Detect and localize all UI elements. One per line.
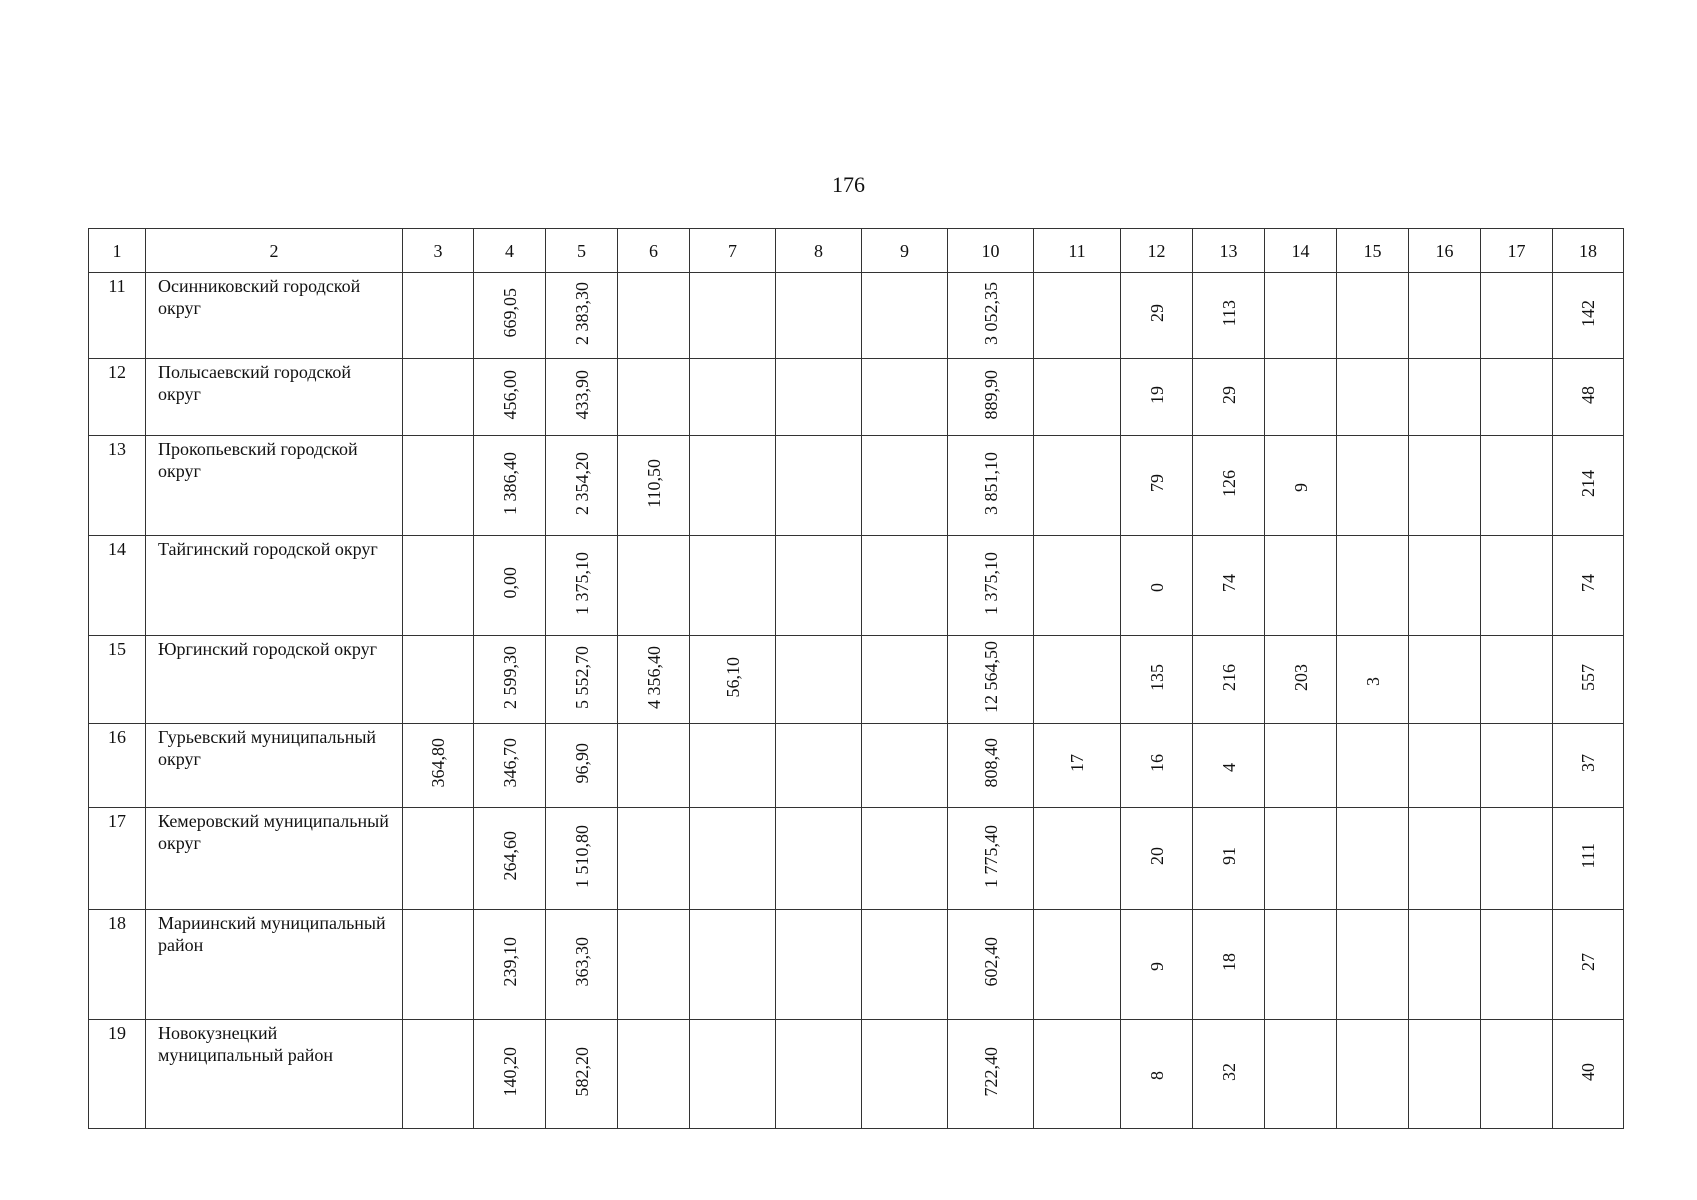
value-cell-col-10 — [948, 724, 1034, 808]
value-cell-col-7 — [690, 910, 776, 1020]
cell-value: 364,80 — [428, 738, 448, 788]
cell-value: 1 775,40 — [980, 824, 1001, 888]
value-cell-col-13 — [1193, 359, 1265, 436]
cell-value: 203 — [1290, 663, 1311, 691]
value-cell-col-18 — [1553, 1020, 1624, 1129]
value-cell-col-9 — [862, 436, 948, 536]
value-cell-col-5 — [546, 724, 618, 808]
value-cell-col-17 — [1481, 636, 1553, 724]
value-cell-col-15 — [1337, 273, 1409, 359]
cell-value: 4 — [1218, 762, 1239, 772]
value-cell-col-6 — [618, 910, 690, 1020]
row-number-cell: 14 — [89, 536, 146, 636]
cell-value: 808,40 — [980, 738, 1001, 788]
value-cell-col-7 — [690, 636, 776, 724]
row-number-cell: 19 — [89, 1020, 146, 1129]
cell-value: 56,10 — [722, 656, 743, 698]
value-cell-col-10 — [948, 359, 1034, 436]
value-cell-col-9 — [862, 910, 948, 1020]
cell-value: 1 375,10 — [980, 551, 1001, 615]
value-cell-col-14 — [1265, 724, 1337, 808]
cell-value: 216 — [1218, 663, 1239, 691]
cell-value: 0,00 — [499, 567, 520, 599]
value-cell-col-18 — [1553, 808, 1624, 910]
value-cell-col-8 — [776, 724, 862, 808]
value-cell-col-16 — [1409, 636, 1481, 724]
value-cell-col-17 — [1481, 536, 1553, 636]
value-cell-col-6 — [618, 636, 690, 724]
value-cell-col-9 — [862, 536, 948, 636]
value-cell-col-8 — [776, 910, 862, 1020]
cell-value: 3 — [1362, 676, 1383, 686]
cell-value: 9 — [1290, 482, 1311, 492]
value-cell-col-16 — [1409, 436, 1481, 536]
value-cell-col-7 — [690, 808, 776, 910]
value-cell-col-7 — [690, 273, 776, 359]
value-cell-col-6 — [618, 1020, 690, 1129]
value-cell-col-14 — [1265, 273, 1337, 359]
municipality-name-cell: Юргинский городской округ — [146, 636, 403, 724]
cell-value: 113 — [1218, 299, 1239, 327]
column-header-7: 7 — [690, 229, 776, 273]
value-cell-col-16 — [1409, 1020, 1481, 1129]
value-cell-col-7 — [690, 536, 776, 636]
cell-value: 3 851,10 — [980, 451, 1001, 515]
cell-value: 2 354,20 — [571, 451, 592, 515]
cell-value: 140,20 — [499, 1046, 520, 1097]
value-cell-col-5 — [546, 536, 618, 636]
value-cell-col-6 — [618, 536, 690, 636]
cell-value: 433,90 — [571, 369, 592, 420]
cell-value: 12 564,50 — [980, 641, 1001, 713]
cell-value: 16 — [1146, 754, 1167, 772]
value-cell-col-10 — [948, 536, 1034, 636]
cell-value: 214 — [1578, 469, 1598, 497]
column-header-12: 12 — [1121, 229, 1193, 273]
value-cell-col-9 — [862, 636, 948, 724]
cell-value: 2 599,30 — [499, 645, 520, 709]
cell-value: 456,00 — [499, 369, 520, 420]
column-header-17: 17 — [1481, 229, 1553, 273]
value-cell-col-12 — [1121, 636, 1193, 724]
municipality-name-cell: Кемеровский муниципальный округ — [146, 808, 403, 910]
cell-value: 91 — [1218, 847, 1239, 865]
value-cell-col-17 — [1481, 359, 1553, 436]
column-header-16: 16 — [1409, 229, 1481, 273]
cell-value: 0 — [1146, 582, 1167, 592]
cell-value: 557 — [1578, 663, 1598, 691]
value-cell-col-4 — [474, 808, 546, 910]
cell-value: 3 052,35 — [980, 281, 1001, 345]
cell-value: 602,40 — [980, 937, 1001, 987]
value-cell-col-8 — [776, 636, 862, 724]
value-cell-col-11 — [1034, 536, 1121, 636]
value-cell-col-10 — [948, 1020, 1034, 1129]
row-number-cell: 11 — [89, 273, 146, 359]
cell-value: 8 — [1146, 1071, 1167, 1080]
value-cell-col-15 — [1337, 1020, 1409, 1129]
row-number-cell: 17 — [89, 808, 146, 910]
value-cell-col-4 — [474, 636, 546, 724]
value-cell-col-5 — [546, 1020, 618, 1129]
municipality-name-cell: Осинниковский городской округ — [146, 273, 403, 359]
value-cell-col-6 — [618, 808, 690, 910]
value-cell-col-5 — [546, 273, 618, 359]
column-header-8: 8 — [776, 229, 862, 273]
cell-value: 48 — [1578, 385, 1598, 404]
row-number-cell: 13 — [89, 436, 146, 536]
value-cell-col-15 — [1337, 724, 1409, 808]
value-cell-col-15 — [1337, 436, 1409, 536]
row-number-cell: 16 — [89, 724, 146, 808]
cell-value: 74 — [1218, 574, 1239, 592]
value-cell-col-11 — [1034, 273, 1121, 359]
column-header-10: 10 — [948, 229, 1034, 273]
table-row — [89, 359, 1624, 436]
value-cell-col-12 — [1121, 436, 1193, 536]
value-cell-col-16 — [1409, 273, 1481, 359]
table-row — [89, 436, 1624, 536]
cell-value: 239,10 — [499, 937, 520, 987]
value-cell-col-13 — [1193, 808, 1265, 910]
cell-value: 29 — [1146, 304, 1167, 322]
value-cell-col-14 — [1265, 636, 1337, 724]
value-cell-col-3 — [403, 724, 474, 808]
value-cell-col-8 — [776, 1020, 862, 1129]
value-cell-col-8 — [776, 273, 862, 359]
table-row — [89, 536, 1624, 636]
cell-value: 582,20 — [571, 1046, 592, 1097]
municipality-name-cell: Тайгинский городской округ — [146, 536, 403, 636]
value-cell-col-9 — [862, 273, 948, 359]
data-table — [88, 228, 1624, 1129]
cell-value: 1 510,80 — [571, 824, 592, 888]
value-cell-col-18 — [1553, 636, 1624, 724]
value-cell-col-11 — [1034, 910, 1121, 1020]
cell-value: 32 — [1218, 1062, 1239, 1081]
column-header-2: 2 — [146, 229, 403, 273]
value-cell-col-14 — [1265, 436, 1337, 536]
value-cell-col-14 — [1265, 808, 1337, 910]
cell-value: 20 — [1146, 847, 1167, 865]
column-header-3: 3 — [403, 229, 474, 273]
value-cell-col-13 — [1193, 910, 1265, 1020]
value-cell-col-13 — [1193, 436, 1265, 536]
value-cell-col-17 — [1481, 1020, 1553, 1129]
value-cell-col-16 — [1409, 359, 1481, 436]
value-cell-col-4 — [474, 273, 546, 359]
municipality-name-cell: Новокузнецкий муниципальный район — [146, 1020, 403, 1129]
value-cell-col-13 — [1193, 724, 1265, 808]
value-cell-col-3 — [403, 1020, 474, 1129]
cell-value: 142 — [1578, 299, 1598, 327]
table-row — [89, 808, 1624, 910]
cell-value: 37 — [1578, 754, 1598, 772]
value-cell-col-14 — [1265, 910, 1337, 1020]
value-cell-col-3 — [403, 910, 474, 1020]
value-cell-col-4 — [474, 436, 546, 536]
value-cell-col-18 — [1553, 436, 1624, 536]
value-cell-col-14 — [1265, 536, 1337, 636]
cell-value: 29 — [1218, 385, 1239, 404]
page-number: 176 — [832, 172, 865, 197]
value-cell-col-3 — [403, 436, 474, 536]
value-cell-col-5 — [546, 910, 618, 1020]
value-cell-col-6 — [618, 273, 690, 359]
value-cell-col-16 — [1409, 910, 1481, 1020]
value-cell-col-4 — [474, 536, 546, 636]
cell-value: 18 — [1218, 953, 1239, 971]
value-cell-col-15 — [1337, 359, 1409, 436]
value-cell-col-18 — [1553, 273, 1624, 359]
value-cell-col-7 — [690, 1020, 776, 1129]
value-cell-col-5 — [546, 436, 618, 536]
cell-value: 135 — [1146, 663, 1167, 691]
cell-value: 5 552,70 — [571, 645, 592, 709]
value-cell-col-10 — [948, 436, 1034, 536]
cell-value: 346,70 — [499, 738, 520, 788]
row-number-cell: 18 — [89, 910, 146, 1020]
value-cell-col-12 — [1121, 536, 1193, 636]
value-cell-col-17 — [1481, 910, 1553, 1020]
value-cell-col-17 — [1481, 436, 1553, 536]
value-cell-col-11 — [1034, 1020, 1121, 1129]
value-cell-col-16 — [1409, 536, 1481, 636]
value-cell-col-11 — [1034, 808, 1121, 910]
header-row — [89, 229, 1624, 273]
value-cell-col-15 — [1337, 636, 1409, 724]
value-cell-col-5 — [546, 359, 618, 436]
column-header-1: 1 — [89, 229, 146, 273]
value-cell-col-9 — [862, 808, 948, 910]
value-cell-col-13 — [1193, 273, 1265, 359]
value-cell-col-3 — [403, 536, 474, 636]
municipality-name-cell: Мариинский муниципальный район — [146, 910, 403, 1020]
cell-value: 669,05 — [499, 288, 520, 338]
value-cell-col-6 — [618, 359, 690, 436]
value-cell-col-9 — [862, 1020, 948, 1129]
cell-value: 110,50 — [643, 458, 664, 508]
value-cell-col-9 — [862, 359, 948, 436]
row-number-cell: 15 — [89, 636, 146, 724]
value-cell-col-17 — [1481, 724, 1553, 808]
value-cell-col-10 — [948, 636, 1034, 724]
value-cell-col-10 — [948, 910, 1034, 1020]
value-cell-col-15 — [1337, 808, 1409, 910]
cell-value: 1 375,10 — [571, 551, 592, 615]
value-cell-col-3 — [403, 808, 474, 910]
value-cell-col-12 — [1121, 808, 1193, 910]
municipality-name-cell: Полысаевский городской округ — [146, 359, 403, 436]
cell-value: 264,60 — [499, 831, 520, 881]
value-cell-col-17 — [1481, 808, 1553, 910]
column-header-18: 18 — [1553, 229, 1624, 273]
value-cell-col-10 — [948, 808, 1034, 910]
municipality-name-cell: Гурьевский муниципальный округ — [146, 724, 403, 808]
value-cell-col-18 — [1553, 536, 1624, 636]
value-cell-col-9 — [862, 724, 948, 808]
value-cell-col-4 — [474, 724, 546, 808]
value-cell-col-8 — [776, 436, 862, 536]
value-cell-col-13 — [1193, 536, 1265, 636]
table-row — [89, 273, 1624, 359]
value-cell-col-7 — [690, 436, 776, 536]
table-row — [89, 724, 1624, 808]
value-cell-col-14 — [1265, 1020, 1337, 1129]
cell-value: 126 — [1218, 469, 1239, 497]
cell-value: 74 — [1578, 574, 1598, 592]
cell-value: 363,30 — [571, 937, 592, 987]
value-cell-col-12 — [1121, 359, 1193, 436]
column-header-6: 6 — [618, 229, 690, 273]
value-cell-col-4 — [474, 359, 546, 436]
value-cell-col-11 — [1034, 359, 1121, 436]
municipality-name-cell: Прокопьевский городской округ — [146, 436, 403, 536]
value-cell-col-8 — [776, 536, 862, 636]
value-cell-col-10 — [948, 273, 1034, 359]
cell-value: 889,90 — [980, 369, 1001, 420]
cell-value: 4 356,40 — [643, 645, 664, 709]
table-row — [89, 910, 1624, 1020]
cell-value: 40 — [1578, 1062, 1598, 1081]
value-cell-col-7 — [690, 359, 776, 436]
cell-value: 27 — [1578, 953, 1598, 971]
cell-value: 9 — [1146, 961, 1167, 971]
value-cell-col-8 — [776, 359, 862, 436]
value-cell-col-3 — [403, 636, 474, 724]
value-cell-col-5 — [546, 636, 618, 724]
table-row — [89, 636, 1624, 724]
cell-value: 2 383,30 — [571, 281, 592, 345]
cell-value: 17 — [1067, 754, 1087, 772]
cell-value: 111 — [1578, 843, 1598, 869]
value-cell-col-6 — [618, 724, 690, 808]
column-header-15: 15 — [1337, 229, 1409, 273]
value-cell-col-16 — [1409, 808, 1481, 910]
column-header-14: 14 — [1265, 229, 1337, 273]
value-cell-col-13 — [1193, 636, 1265, 724]
value-cell-col-6 — [618, 436, 690, 536]
value-cell-col-7 — [690, 724, 776, 808]
table-row — [89, 1020, 1624, 1129]
value-cell-col-12 — [1121, 910, 1193, 1020]
value-cell-col-12 — [1121, 724, 1193, 808]
column-header-13: 13 — [1193, 229, 1265, 273]
value-cell-col-15 — [1337, 536, 1409, 636]
cell-value: 96,90 — [571, 742, 592, 784]
value-cell-col-18 — [1553, 359, 1624, 436]
value-cell-col-11 — [1034, 724, 1121, 808]
column-header-5: 5 — [546, 229, 618, 273]
cell-value: 722,40 — [980, 1046, 1001, 1097]
value-cell-col-3 — [403, 359, 474, 436]
value-cell-col-3 — [403, 273, 474, 359]
value-cell-col-17 — [1481, 273, 1553, 359]
value-cell-col-11 — [1034, 636, 1121, 724]
value-cell-col-18 — [1553, 724, 1624, 808]
value-cell-col-12 — [1121, 273, 1193, 359]
value-cell-col-4 — [474, 1020, 546, 1129]
column-header-9: 9 — [862, 229, 948, 273]
value-cell-col-16 — [1409, 724, 1481, 808]
value-cell-col-5 — [546, 808, 618, 910]
value-cell-col-11 — [1034, 436, 1121, 536]
value-cell-col-4 — [474, 910, 546, 1020]
column-header-4: 4 — [474, 229, 546, 273]
value-cell-col-15 — [1337, 910, 1409, 1020]
cell-value: 79 — [1146, 474, 1167, 492]
value-cell-col-12 — [1121, 1020, 1193, 1129]
cell-value: 19 — [1146, 385, 1167, 404]
column-header-11: 11 — [1034, 229, 1121, 273]
cell-value: 1 386,40 — [499, 451, 520, 515]
value-cell-col-18 — [1553, 910, 1624, 1020]
row-number-cell: 12 — [89, 359, 146, 436]
value-cell-col-8 — [776, 808, 862, 910]
value-cell-col-14 — [1265, 359, 1337, 436]
value-cell-col-13 — [1193, 1020, 1265, 1129]
